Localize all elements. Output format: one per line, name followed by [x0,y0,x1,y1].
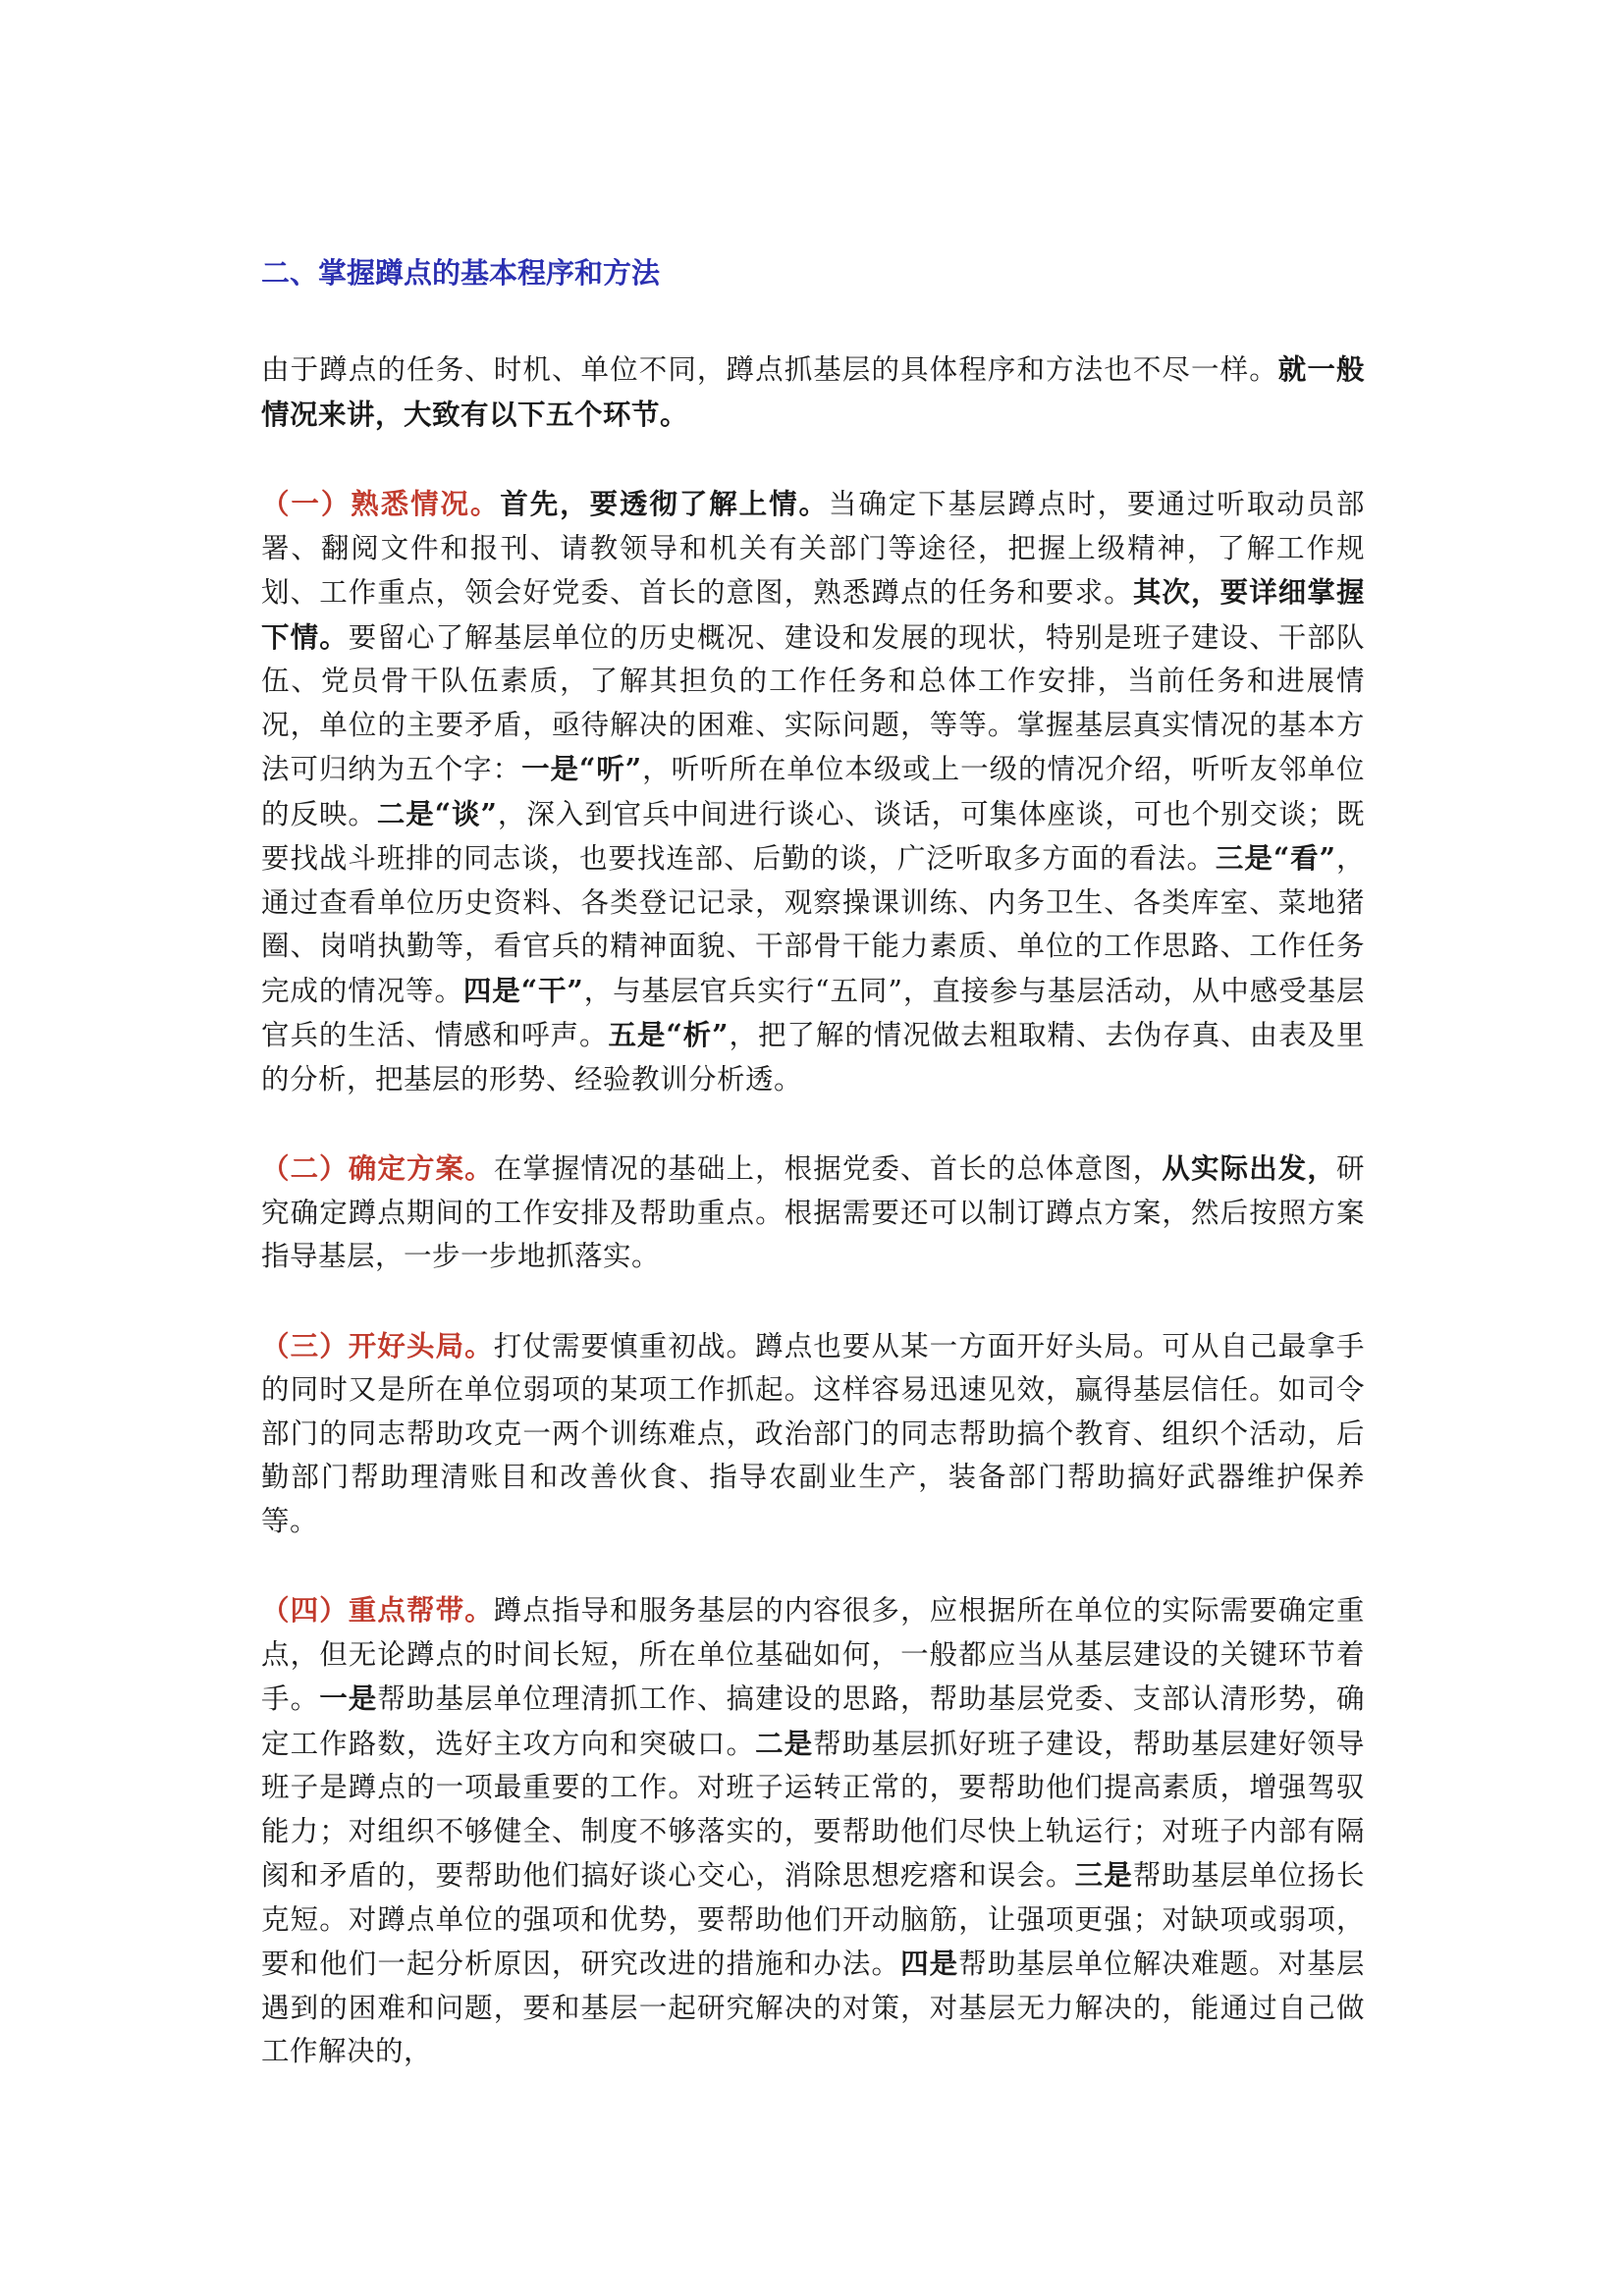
section-1-paragraph [261,482,1365,1101]
intro-bold-text: 就一般情况来讲，大致有以下五个环节。 [261,352,1365,431]
section-3-lead: （三）开好头局。 [261,1328,494,1362]
section-1-text-3: ，听听所在单位本级或上一级的情况介绍，听听友邻单位的反映。 [261,753,1365,830]
section-2-text-2: 研究确定蹲点期间的工作安排及帮助重点。根据需要还可以制订蹲点方案，然后按照方案指导基层，一步一步地抓落实。 [261,1152,1365,1272]
section-2-text-1: 在掌握情况的基础上，根据党委、首长的总体意图， [493,1152,1163,1185]
section-1-text-4: ，深入到官兵中间进行谈心、谈话，可集体座谈，可也个别交谈；既要找战斗班排的同志谈，也要找连部、后勤的谈，广泛听取多方面的看法。 [261,797,1365,875]
intro-text: 由于蹲点的任务、时机、单位不同，蹲点抓基层的具体程序和方法也不尽一样。 [261,353,1278,386]
section-2-bold-1: 从实际出发， [1162,1151,1336,1185]
document-body [261,253,1365,2119]
section-1-text-2: 要留心了解基层单位的历史概况、建设和发展的现状，特别是班子建设、干部队伍、党员骨干队伍素质，了解其担负的工作任务和总体工作安排，当前任务和进展情况，单位的主要矛盾，亟待解决的困难、实际问题，等等。掌握基层真实情况的基本方法可归纳为五个字： [261,620,1365,785]
section-4-lead: （四）重点帮带。 [261,1593,494,1627]
section-4-bold-4: 四是 [900,1947,959,1980]
section-4-bold-2: 二是 [755,1726,814,1760]
section-4-text-5: 帮助基层单位解决难题。对基层遇到的困难和问题，要和基层一起研究解决的对策，对基层无力解决的，能通过自己做工作解决的， [261,1948,1365,2067]
section-3-paragraph [261,1324,1365,1544]
section-2-paragraph [261,1147,1365,1279]
section-2-lead: （二）确定方案。 [261,1151,494,1185]
section-4-text-1: 蹲点指导和服务基层的内容很多，应根据所在单位的实际需要确定重点，但无论蹲点的时间长短，所在单位基础如何，一般都应当从基层建设的关键环节着手。 [261,1594,1365,1715]
section-heading: 二、掌握蹲点的基本程序和方法 [261,256,661,290]
section-1-bold-7: 五是“析” [608,1018,730,1051]
section-1-bold-5: 三是“看” [1215,841,1336,875]
section-1-bold-4: 二是“谈” [376,796,498,830]
section-1-bold-1: 首先，要透彻了解上情。 [500,487,829,520]
section-4-bold-1: 一是 [319,1682,378,1715]
section-4-text-3: 帮助基层抓好班子建设，帮助基层建好领导班子是蹲点的一项最重要的工作。对班子运转正常的，要帮助他们提高素质，增强驾驭能力；对组织不够健全、制度不够落实的，要帮助他们尽快上轨运行；对班子内部有隔阂和矛盾的，要帮助他们搞好谈心交心，消除思想疙瘩和误会。 [261,1727,1365,1892]
section-1-bold-3: 一是“听” [521,752,642,785]
section-1-text-1: 当确定下基层蹲点时，要通过听取动员部署、翻阅文件和报刊、请教领导和机关有关部门等途径，把握上级精神，了解工作规划、工作重点，领会好党委、首长的意图，熟悉蹲点的任务和要求。 [261,488,1365,609]
section-1-bold-6: 四是“干” [462,973,584,1007]
section-1-bold-2: 其次，要详细掌握下情。 [261,575,1365,654]
section-4-text-2: 帮助基层单位理清抓工作、搞建设的思路，帮助基层党委、支部认清形势，确定工作路数，选好主攻方向和突破口。 [261,1682,1365,1760]
section-1-text-7: ，把了解的情况做去粗取精、去伪存真、由表及里的分析，把基层的形势、经验教训分析透。 [261,1019,1365,1095]
section-3-text-1: 打仗需要慎重初战。蹲点也要从某一方面开好头局。可从自己最拿手的同时又是所在单位弱项的某项工作抓起。这样容易迅速见效，赢得基层信任。如司令部门的同志帮助攻克一两个训练难点，政治部门的同志帮助搞个教育、组织个活动，后勤部门帮助理清账目和改善伙食、指导农副业生产，装备部门帮助搞好武器维护保养等。 [261,1329,1365,1537]
intro-paragraph [261,347,1365,437]
section-4-text-4: 帮助基层单位扬长克短。对蹲点单位的强项和优势，要帮助他们开动脑筋，让强项更强；对缺项或弱项，要和他们一起分析原因，研究改进的措施和办法。 [261,1859,1365,1980]
section-1-text-5: ，通过查看单位历史资料、各类登记记录，观察操课训练、内务卫生、各类库室、菜地猪圈、岗哨执勤等，看官兵的精神面貌、干部骨干能力素质、单位的工作思路、工作任务完成的情况等。 [261,842,1365,1007]
section-4-bold-3: 三是 [1074,1858,1133,1892]
section-1-text-6: ，与基层官兵实行“五同”，直接参与基层活动，从中感受基层官兵的生活、情感和呼声。 [261,974,1365,1051]
section-4-paragraph [261,1588,1365,2074]
section-1-lead: （一）熟悉情况。 [261,487,501,520]
